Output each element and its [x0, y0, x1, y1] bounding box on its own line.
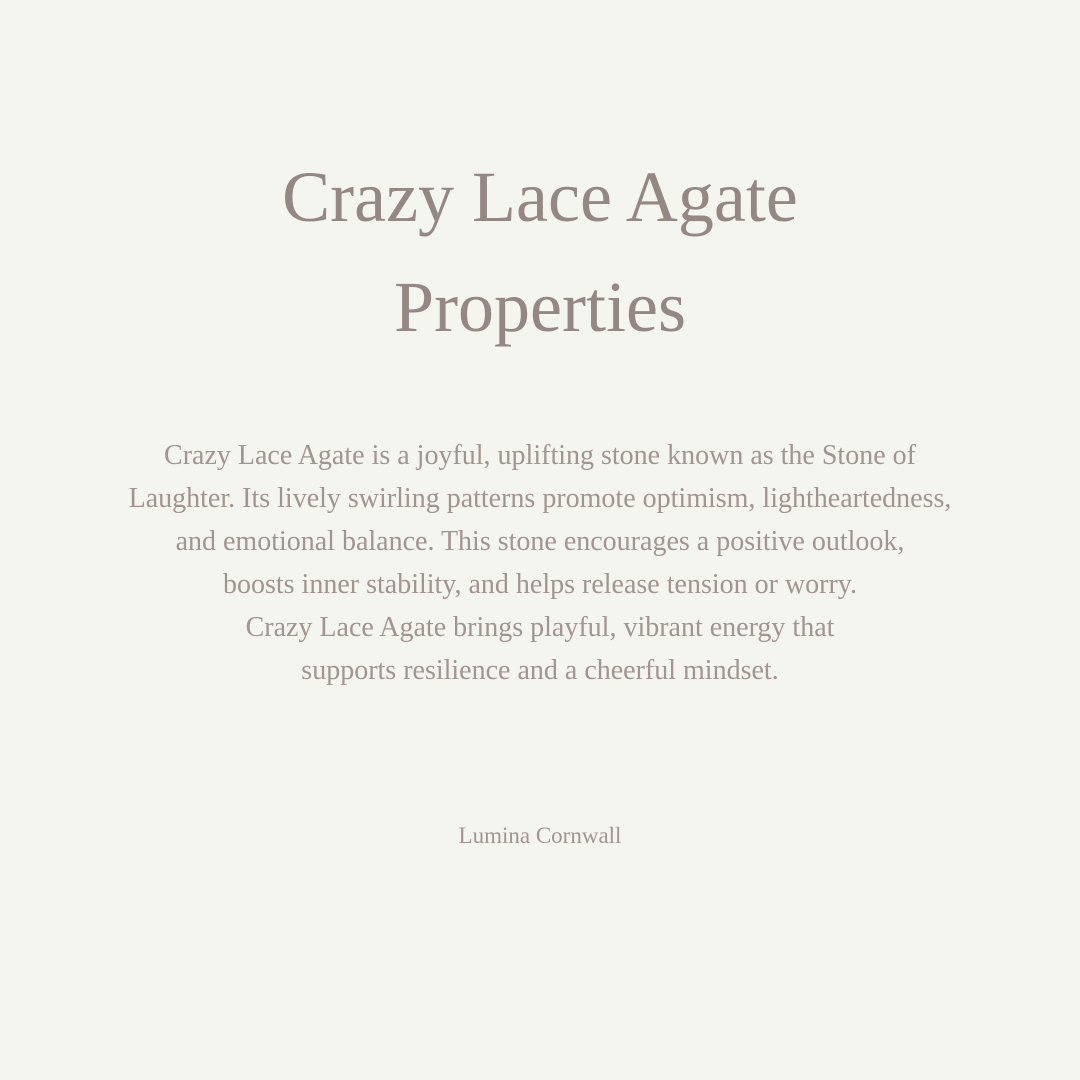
description-line: and emotional balance. This stone encourages a positive outlook, — [175, 526, 905, 557]
title-line-2: Properties — [394, 267, 686, 347]
description-line: Crazy Lace Agate is a joyful, uplifting stone known as the Stone of — [164, 440, 916, 471]
author-signature: Lumina Cornwall — [458, 823, 622, 848]
description-paragraph — [60, 434, 1020, 692]
title-line-1: Crazy Lace Agate — [282, 157, 798, 237]
description-line: boosts inner stability, and helps release tension or worry. — [222, 569, 857, 600]
page-title — [0, 142, 1080, 362]
description-line: supports resilience and a cheerful mindset. — [301, 655, 779, 686]
description-line: Crazy Lace Agate brings playful, vibrant energy that — [245, 612, 835, 643]
description-line: Laughter. Its lively swirling patterns promote optimism, lightheartedness, — [128, 483, 952, 514]
